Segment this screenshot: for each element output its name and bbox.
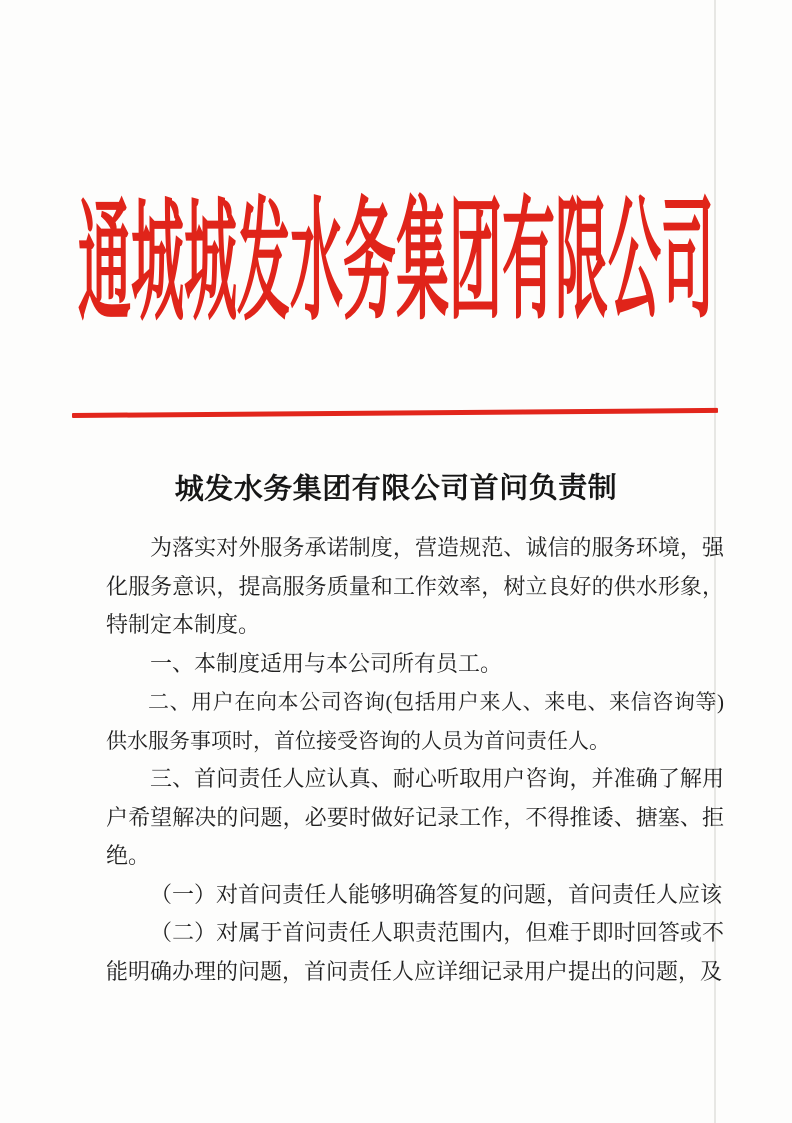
paragraph-item-1: 一、本制度适用与本公司所有员工。 [150, 650, 503, 676]
document-title: 城发水务集团有限公司首问负责制 [174, 472, 618, 506]
document-body [106, 529, 724, 991]
paragraph-item-3: 三、首问责任人应认真、耐心听取用户咨询，并准确了解用户希望解决的问题，必要时做好记录工作，不得推诿、搪塞、拒绝。 [106, 766, 724, 868]
paragraph-subitem-2: （二）对属于首问责任人职责范围内，但难于即时回答或不能明确办理的问题，首问责任人应详细记录用户提出的问题，及 [106, 920, 724, 984]
paragraph-subitem-1: （一）对首问责任人能够明确答复的问题，首问责任人应该 [150, 881, 723, 907]
letterhead-divider-rule [72, 408, 718, 418]
company-letterhead: 通城城发水务集团有限公司 [77, 190, 715, 339]
paragraph-intro: 为落实对外服务承诺制度，营造规范、诚信的服务环境，强化服务意识，提高服务质量和工作效率，树立良好的供水形象，特制定本制度。 [106, 535, 724, 637]
paragraph-item-2: 二、用户在向本公司咨询(包括用户来人、来电、来信咨询等)供水服务事项时，首位接受咨询的人员为首问责任人。 [106, 690, 724, 753]
